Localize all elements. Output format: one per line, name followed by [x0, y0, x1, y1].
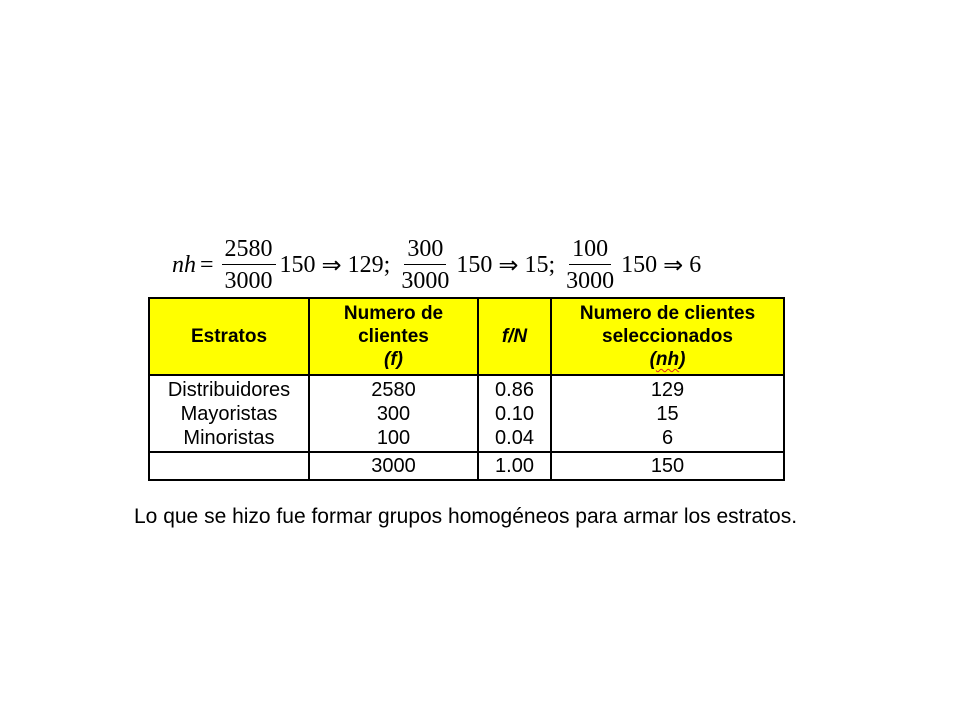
explanation-text: Lo que se hizo fue formar grupos homogéneos para armar los estratos. — [134, 505, 798, 528]
formula-fraction-1 — [222, 237, 276, 293]
cell-f: 100 — [376, 427, 411, 449]
formula-result: 129 — [347, 251, 384, 278]
stratified-sample-table — [148, 297, 785, 481]
column-estratos — [149, 375, 309, 452]
cell-estrato: Mayoristas — [180, 403, 278, 425]
total-nh: 150 — [551, 452, 784, 480]
total-fn: 1.00 — [478, 452, 551, 480]
implies-arrow-icon: ⇒ — [321, 251, 342, 279]
paren-open: ( — [649, 349, 656, 370]
formula-result: 6 — [689, 251, 702, 278]
header-fn-label: f/N — [501, 326, 528, 347]
cell-estrato: Distribuidores — [167, 379, 291, 401]
header-estratos-label: Estratos — [190, 326, 268, 347]
cell-nh: 6 — [661, 427, 674, 449]
header-seleccionados — [551, 298, 784, 375]
formula-separator: ; — [548, 251, 556, 278]
cell-nh: 15 — [656, 403, 679, 425]
column-fn — [478, 375, 551, 452]
cell-f: 2580 — [371, 379, 416, 401]
table-header-row — [149, 298, 784, 375]
cell-fn: 0.86 — [495, 379, 534, 401]
header-numero-clientes — [309, 298, 478, 375]
column-f — [309, 375, 478, 452]
header-fn — [478, 298, 551, 375]
table-total-row — [149, 452, 784, 480]
cell-fn: 0.04 — [495, 427, 534, 449]
header-seleccionados-sub — [552, 348, 783, 371]
cell-f: 300 — [376, 403, 411, 425]
total-f: 3000 — [309, 452, 478, 480]
cell-estrato: Minoristas — [183, 427, 275, 449]
sample-size-formula — [172, 234, 701, 296]
formula-fraction-3 — [563, 237, 617, 293]
header-estratos — [149, 298, 309, 375]
formula-equals: = — [200, 251, 214, 278]
header-numero-clientes-label: Numero de clientes — [343, 303, 444, 347]
formula-lhs: nh — [172, 251, 196, 278]
fraction-numerator: 2580 — [222, 237, 276, 265]
header-numero-clientes-sub: (f) — [384, 349, 403, 370]
header-seleccionados-label: Numero de clientes seleccionados — [579, 303, 756, 347]
fraction-denominator: 3000 — [224, 268, 273, 294]
cell-fn: 0.10 — [495, 403, 534, 425]
implies-arrow-icon: ⇒ — [498, 251, 519, 279]
fraction-denominator: 3000 — [401, 268, 450, 294]
fraction-numerator: 100 — [569, 237, 611, 265]
formula-multiplier: 150 — [279, 251, 316, 278]
formula-result: 15 — [524, 251, 549, 278]
paren-close: ) — [679, 349, 686, 370]
implies-arrow-icon: ⇒ — [663, 251, 684, 279]
formula-multiplier: 150 — [456, 251, 493, 278]
fraction-denominator: 3000 — [566, 268, 615, 294]
fraction-numerator: 300 — [404, 237, 446, 265]
spellcheck-underlined-word: nh — [655, 349, 680, 370]
cell-nh: 129 — [650, 379, 685, 401]
formula-multiplier: 150 — [621, 251, 658, 278]
table-row — [149, 375, 784, 452]
total-estrato — [149, 452, 309, 480]
column-nh — [551, 375, 784, 452]
formula-fraction-2 — [398, 237, 452, 293]
formula-separator: ; — [383, 251, 391, 278]
